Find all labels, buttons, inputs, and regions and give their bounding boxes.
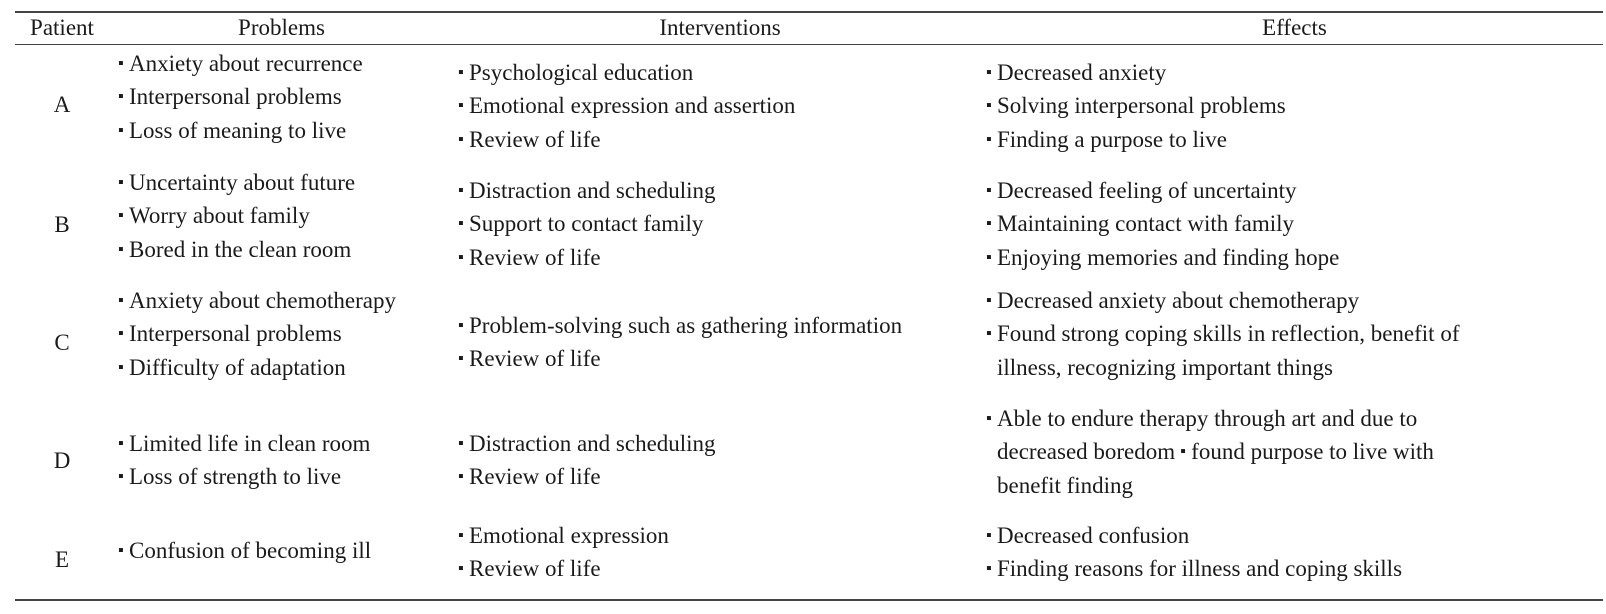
- bullet-icon: ▪: [458, 64, 464, 81]
- list-item: ▪ Review of life: [458, 123, 990, 156]
- list-item-continuation: decreased boredom ▪ found purpose to live with: [986, 435, 1601, 468]
- table-row-e: [15, 519, 1603, 599]
- list-item: ▪ Emotional expression: [458, 519, 990, 552]
- list-item: ▪ Bored in the clean room: [118, 233, 463, 266]
- bullet-icon: ▪: [986, 130, 992, 148]
- bullet-icon: ▪: [118, 121, 124, 139]
- bullet-icon: ▪: [118, 542, 124, 559]
- list-item: ▪ Distraction and scheduling: [458, 427, 990, 460]
- bullet-icon: ▪: [458, 248, 464, 266]
- bullet-icon: ▪: [986, 64, 992, 81]
- patient-id: D: [53, 447, 71, 473]
- list-item: ▪ Review of life: [458, 460, 990, 493]
- bullet-icon: ▪: [118, 55, 124, 72]
- list-item: ▪ Review of life: [458, 552, 990, 585]
- list-item: ▪ Support to contact family: [458, 207, 990, 240]
- header-problems: Problems: [238, 15, 325, 40]
- bullet-icon: ▪: [986, 215, 992, 233]
- bullet-icon: ▪: [986, 527, 992, 544]
- bullet-icon: ▪: [118, 174, 124, 191]
- bullet-icon: ▪: [118, 240, 124, 258]
- bullet-icon: ▪: [986, 560, 992, 578]
- interventions-cell: [458, 46, 990, 172]
- patient-id: C: [54, 329, 70, 355]
- list-item: ▪ Interpersonal problems: [118, 80, 463, 113]
- list-item: ▪ Maintaining contact with family: [986, 207, 1601, 240]
- bullet-icon: ▪: [986, 182, 992, 199]
- bullet-icon: ▪: [986, 325, 992, 343]
- interventions-cell: [458, 519, 990, 599]
- bullet-icon: ▪: [118, 325, 124, 343]
- header-interventions: Interventions: [659, 15, 781, 40]
- bullet-icon: ▪: [458, 560, 464, 578]
- list-item-continuation: illness, recognizing important things: [997, 354, 1334, 380]
- list-item-continuation: benefit finding: [997, 472, 1134, 498]
- table-row-b: [15, 166, 1603, 282]
- list-item: ▪ Able to endure therapy through art and due to: [986, 402, 1601, 435]
- bullet-icon: ▪: [118, 292, 124, 309]
- table-row-d: [15, 402, 1603, 518]
- bullet-icon: ▪: [118, 207, 124, 225]
- list-item: ▪ Finding a purpose to live: [986, 123, 1601, 156]
- bullet-icon: ▪: [986, 248, 992, 266]
- list-item: ▪ Loss of strength to live: [118, 460, 463, 493]
- list-item: ▪ Found strong coping skills in reflection, benefit of: [986, 317, 1601, 350]
- header-effects: Effects: [1262, 15, 1327, 40]
- list-item: ▪ Limited life in clean room: [118, 427, 463, 460]
- list-item: ▪ Worry about family: [118, 199, 463, 232]
- bullet-icon: ▪: [458, 468, 464, 486]
- problems-cell: [118, 46, 463, 163]
- bullet-icon: ▪: [118, 435, 124, 452]
- list-item: ▪ Loss of meaning to live: [118, 114, 463, 147]
- bullet-icon: ▪: [458, 435, 464, 452]
- bullet-icon: ▪: [458, 350, 464, 368]
- patient-id: A: [53, 91, 71, 117]
- list-item: ▪ Anxiety about recurrence: [118, 47, 463, 80]
- bottom-rule: [15, 599, 1603, 601]
- list-item: ▪ Finding reasons for illness and coping skills: [986, 552, 1601, 585]
- list-item: ▪ Decreased anxiety about chemotherapy: [986, 284, 1601, 317]
- effects-cell: [986, 402, 1601, 518]
- bullet-icon: ▪: [1180, 443, 1186, 461]
- list-item: ▪ Review of life: [458, 241, 990, 274]
- list-item: ▪ Emotional expression and assertion: [458, 89, 990, 122]
- effects-cell: [986, 46, 1601, 172]
- table-row-c: [15, 284, 1603, 400]
- problems-cell: [118, 166, 463, 282]
- list-item: ▪ Distraction and scheduling: [458, 174, 990, 207]
- list-item: ▪ Review of life: [458, 342, 990, 375]
- bullet-icon: ▪: [986, 97, 992, 115]
- list-item: ▪ Decreased feeling of uncertainty: [986, 174, 1601, 207]
- bullet-icon: ▪: [458, 182, 464, 199]
- bullet-icon: ▪: [458, 97, 464, 115]
- header-patient: Patient: [30, 15, 94, 40]
- list-item: ▪ Difficulty of adaptation: [118, 351, 463, 384]
- bullet-icon: ▪: [118, 468, 124, 486]
- bullet-icon: ▪: [458, 215, 464, 233]
- bullet-icon: ▪: [458, 527, 464, 544]
- bullet-icon: ▪: [458, 130, 464, 148]
- patient-id: E: [54, 546, 70, 572]
- list-item: ▪ Psychological education: [458, 56, 990, 89]
- list-item: ▪ Enjoying memories and finding hope: [986, 241, 1601, 274]
- interventions-cell: [458, 166, 990, 290]
- bullet-icon: ▪: [986, 292, 992, 309]
- problems-cell: [118, 284, 463, 400]
- list-item: ▪ Anxiety about chemotherapy: [118, 284, 463, 317]
- bullet-icon: ▪: [118, 358, 124, 376]
- list-item: ▪ Problem-solving such as gathering information: [458, 309, 990, 342]
- effects-cell: [986, 284, 1601, 400]
- list-item: ▪ Uncertainty about future: [118, 166, 463, 199]
- effects-cell: [986, 166, 1601, 290]
- list-item: ▪ Confusion of becoming ill: [118, 534, 463, 567]
- effects-cell: [986, 519, 1601, 599]
- bullet-icon: ▪: [458, 317, 464, 334]
- bullet-icon: ▪: [118, 88, 124, 106]
- bullet-icon: ▪: [986, 410, 992, 427]
- list-item: ▪ Decreased confusion: [986, 519, 1601, 552]
- list-item: ▪ Solving interpersonal problems: [986, 89, 1601, 122]
- list-item: ▪ Decreased anxiety: [986, 56, 1601, 89]
- table-row-a: [15, 46, 1603, 162]
- patient-id: B: [54, 211, 70, 237]
- list-item: ▪ Interpersonal problems: [118, 317, 463, 350]
- header-rule: [15, 44, 1603, 45]
